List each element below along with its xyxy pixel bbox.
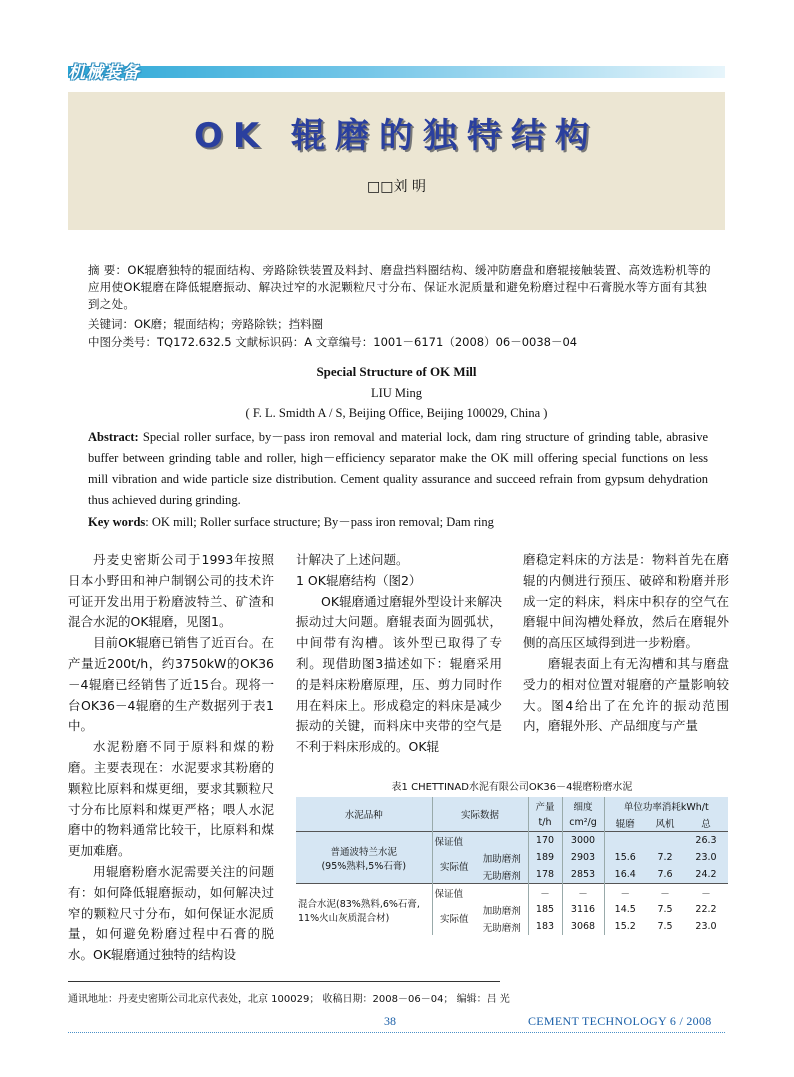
- paragraph: 计解决了上述问题。: [296, 552, 409, 567]
- paragraph: 丹麦史密斯公司于1993年按照日本小野田和神户制钢公司的技术许可证开发出用于粉磨波特兰、矿渣和混合水泥的OK辊磨，见图1。: [68, 552, 274, 630]
- row-label: 实际值: [432, 901, 476, 935]
- english-title: Special Structure of OK Mill: [316, 364, 477, 379]
- cell: 3068: [562, 918, 604, 935]
- cell: 170: [528, 832, 562, 850]
- english-author: LIU Ming: [370, 386, 423, 400]
- header-fineness: 细度: [562, 797, 604, 814]
- cement-name: 混合水泥(83%熟料,6%石膏,: [298, 898, 420, 910]
- article-author: □□刘 明: [367, 179, 426, 195]
- abstract-text: Special roller surface, by－pass iron removal and material lock, dam ring structure of grinding table, abrasive buffer between grinding table and roller, high－efficiency separator make the OK mill offering special functions on less mill vibration and wide particle size distribution. Cement quality assurance and succeed refrain from gypsum dehydration thus achieved during grinding.: [88, 430, 708, 507]
- cell: 183: [528, 918, 562, 935]
- header-cement-type: 水泥品种: [296, 797, 432, 832]
- paragraph: OK辊磨通过磨辊外型设计来解决振动过大问题。磨辊表面为圆弧状，中间带有沟槽。该外型已取得了专利。现借助图3描述如下：辊磨采用的是料床粉磨原理，压、剪力同时作用在料床上。形成稳定的料床是减少振动的关键，而料床中夹带的空气是不利于料床形成的。OK辊: [296, 593, 502, 755]
- article-title: OK 辊磨的独特结构: [193, 116, 600, 156]
- journal-name: CEMENT TECHNOLOGY 6 / 2008: [528, 1014, 712, 1028]
- paragraph: 磨辊表面上有无沟槽和其与磨盘受力的相对位置对辊磨的产量影响较大。图4给出了在允许的振动范围内，磨辊外形、产品细度与产量: [523, 655, 729, 734]
- cell: 7.5: [646, 901, 684, 918]
- header-total: 总: [684, 814, 728, 832]
- cell: 24.2: [684, 866, 728, 884]
- abstract-label: Abstract:: [88, 430, 139, 444]
- row-label: 保证值: [432, 884, 528, 902]
- cell: －: [684, 884, 728, 902]
- header-mill: 辊磨: [604, 814, 646, 832]
- footnote: 通讯地址：丹麦史密斯公司北京代表处，北京 100029； 收稿日期：2008－06－04； 编辑：吕 光: [68, 994, 510, 1005]
- table-row: [296, 884, 728, 902]
- section-heading: 1 OK辊磨结构（图2）: [296, 572, 422, 588]
- cement-type-cell: [296, 832, 432, 884]
- header-power: 单位功率消耗kWh/t: [604, 797, 728, 814]
- row-sublabel: 无助磨剂: [476, 866, 528, 884]
- cell: 189: [528, 849, 562, 866]
- row-sublabel: 无助磨剂: [476, 918, 528, 935]
- table-row: [296, 832, 728, 850]
- cell: [646, 832, 684, 850]
- cell: 22.2: [684, 901, 728, 918]
- cell: 7.5: [646, 918, 684, 935]
- cell: [604, 832, 646, 850]
- bottom-divider: [68, 1032, 725, 1033]
- table-header-row: [296, 797, 728, 814]
- data-table: [296, 797, 728, 935]
- table-caption: 表1 CHETTINAD水泥有限公司OK36－4辊磨粉磨水泥: [391, 782, 633, 793]
- cell: 15.2: [604, 918, 646, 935]
- header-output: 产量: [528, 797, 562, 814]
- header-band: [68, 66, 725, 78]
- cell: 3116: [562, 901, 604, 918]
- cell: 14.5: [604, 901, 646, 918]
- paragraph: 水泥粉磨不同于原料和煤的粉磨。主要表现在：水泥要求其粉磨的颗粒比原料和煤更细，要求其颗粒尺寸分布比原料和煤更严格；喂人水泥磨中的物料通常比较干，比原料和煤更加难磨。: [68, 739, 274, 859]
- english-keywords: [88, 512, 708, 530]
- paragraph: 用辊磨粉磨水泥需要关注的问题有：如何降低辊磨振动，如何解决过窄的颗粒尺寸分布，如何保证水泥质量，如何避免粉磨过程中石膏的脱水。OK辊磨通过独特的结构设: [68, 863, 274, 963]
- body-column-2: [296, 550, 502, 758]
- row-label: 实际值: [432, 849, 476, 884]
- classification-cn: 中图分类号：TQ172.632.5 文献标识码：A 文章编号：1001－6171（2008）06－0038－04: [88, 335, 578, 349]
- header-fan: 风机: [646, 814, 684, 832]
- cell: 2853: [562, 866, 604, 884]
- paragraph: 目前OK辊磨已销售了近百台。在产量近200t/h，约3750kW的OK36－4辊磨已经销售了近15台。现将一台OK36－4辊磨的生产数据列于表1中。: [68, 635, 274, 734]
- cell: 7.6: [646, 866, 684, 884]
- cement-name: 普通波特兰水泥: [330, 846, 397, 858]
- cell: 16.4: [604, 866, 646, 884]
- cell: 178: [528, 866, 562, 884]
- english-abstract: [88, 427, 708, 511]
- header-fineness-unit: cm²/g: [562, 814, 604, 832]
- section-label: 机械装备: [68, 63, 140, 83]
- cement-composition: 11%火山灰质混合材): [298, 912, 390, 924]
- cell: 3000: [562, 832, 604, 850]
- row-sublabel: 加助磨剂: [476, 849, 528, 866]
- cement-composition: (95%熟料,5%石膏): [321, 860, 407, 872]
- keywords-cn: 关键词：OK磨；辊面结构；旁路除铁；挡料圈: [88, 317, 324, 331]
- keywords-label: Key words: [88, 515, 146, 529]
- page-number: 38: [384, 1014, 396, 1028]
- cell: 2903: [562, 849, 604, 866]
- paragraph: 磨稳定料床的方法是：物料首先在磨辊的内侧进行预压、破碎和粉磨并形成一定的料床，料床中积存的空气在磨辊中间沟槽处释放，然后在磨辊外侧的高压区域得到进一步粉磨。: [523, 552, 729, 651]
- cell: 15.6: [604, 849, 646, 866]
- cell: －: [562, 884, 604, 902]
- cell: －: [528, 884, 562, 902]
- body-column-3: [523, 550, 729, 737]
- cell: －: [646, 884, 684, 902]
- cell: 26.3: [684, 832, 728, 850]
- row-label: 保证值: [432, 832, 528, 850]
- cell: 23.0: [684, 918, 728, 935]
- footnote-divider: [68, 981, 500, 982]
- header-data: 实际数据: [432, 797, 528, 832]
- cement-type-cell: [296, 884, 432, 936]
- cell: 23.0: [684, 849, 728, 866]
- cell: 7.2: [646, 849, 684, 866]
- cell: －: [604, 884, 646, 902]
- body-column-1: [68, 550, 274, 966]
- cell: 185: [528, 901, 562, 918]
- header-output-unit: t/h: [528, 814, 562, 832]
- keywords-text: : OK mill; Roller surface structure; By－pass iron removal; Dam ring: [145, 515, 494, 529]
- english-affiliation: ( F. L. Smidth A / S, Beijing Office, Beijing 100029, China ): [245, 406, 548, 420]
- row-sublabel: 加助磨剂: [476, 901, 528, 918]
- abstract-cn: 摘 要：OK辊磨独特的辊面结构、旁路除铁装置及料封、磨盘挡料圈结构、缓冲防磨盘和磨辊接触装置、高效选粉机等的应用使OK辊磨在降低辊磨振动、解决过窄的水泥颗粒尺寸分布、保证水泥质量和避免粉磨过程中石膏脱水等方面有其独到之处。: [88, 263, 711, 311]
